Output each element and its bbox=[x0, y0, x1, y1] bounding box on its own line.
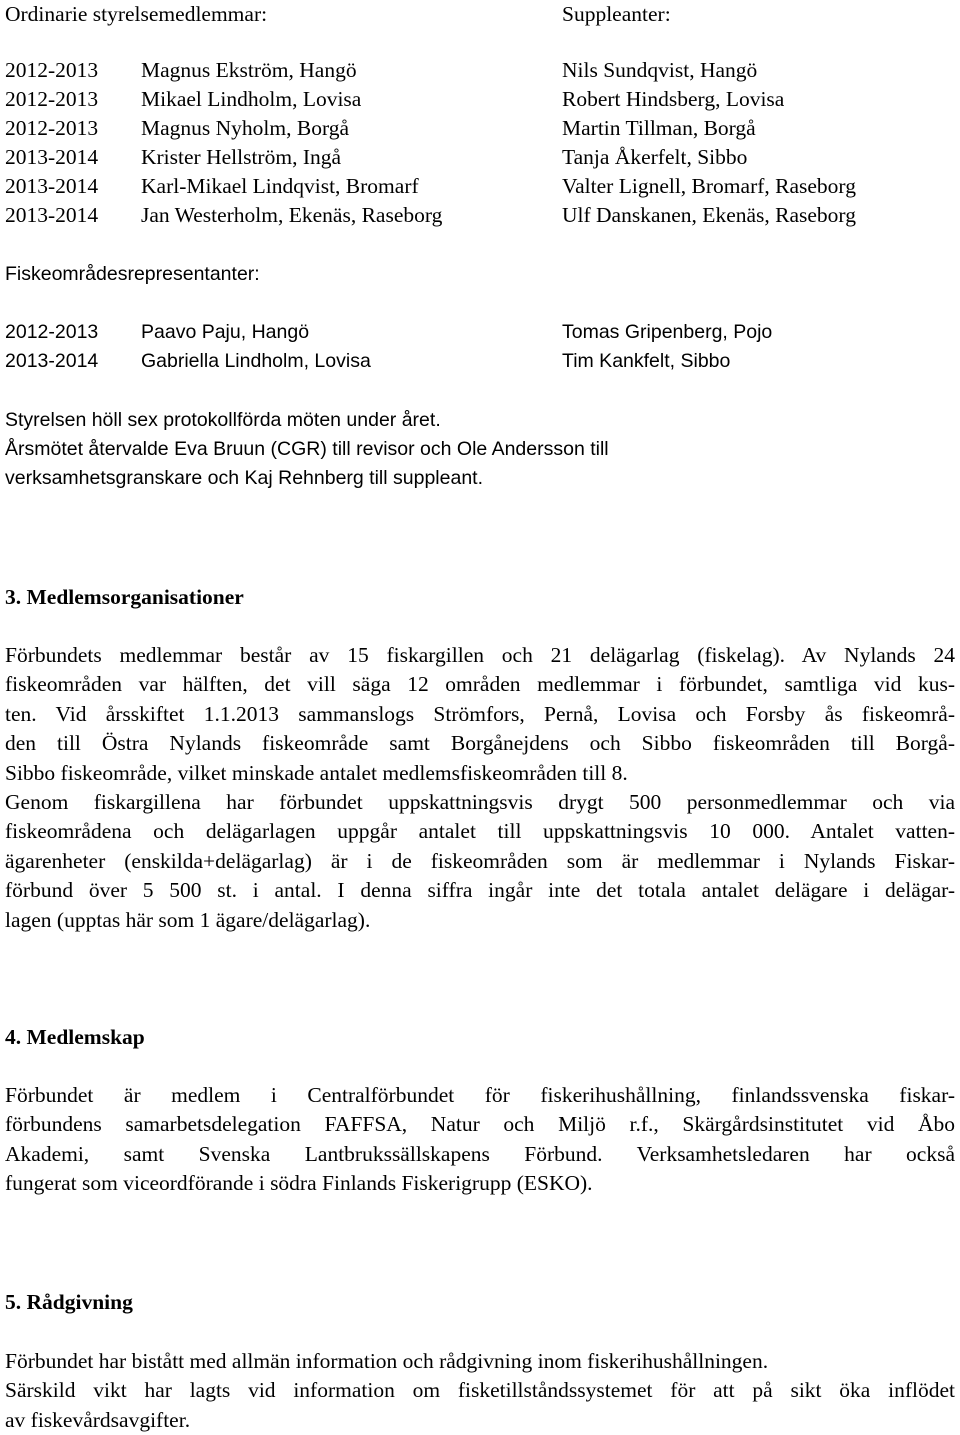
section-4-body bbox=[5, 1081, 955, 1199]
section-3-body bbox=[5, 641, 955, 935]
section-4-line-2: förbundens samarbetsdelegation FAFFSA, Natur och Miljö r.f., Skärgårdsinstitutet vid Åbo bbox=[5, 1112, 955, 1137]
section-3-line-9: förbund över 5 500 st. i antal. I denna siffra ingår inte det totala antalet delägare i delägar- bbox=[5, 878, 955, 903]
section-3-line-6: Genom fiskargillena har förbundet uppskattningsvis drygt 500 personmedlemmar och via bbox=[5, 789, 955, 814]
section-4-line-1: Förbundet är medlem i Centralförbundet för fiskerihushållning, finlandssvenska fiskar- bbox=[5, 1083, 955, 1107]
section-3-heading: 3. Medlemsorganisationer bbox=[5, 585, 244, 609]
board-row-6-deputy: Ulf Danskanen, Ekenäs, Raseborg bbox=[562, 203, 856, 227]
deputies-heading: Suppleanter: bbox=[562, 2, 671, 26]
section-5-line-2: Särskild vikt har lagts vid information om fisketillståndssystemet för att på sikt öka inflödet bbox=[5, 1378, 955, 1403]
board-row-3-period: 2012-2013 bbox=[5, 116, 99, 140]
board-row-5-period: 2013-2014 bbox=[5, 174, 99, 198]
board-row-6-period: 2013-2014 bbox=[5, 203, 99, 227]
board-row-5-deputy: Valter Lignell, Bromarf, Raseborg bbox=[562, 174, 856, 198]
board-row-5-member: Karl-Mikael Lindqvist, Bromarf bbox=[141, 174, 419, 198]
section-3-line-8: ägarenheter (enskilda+delägarlag) är i de fiskeområden som är medlemmar i Nylands Fiskar- bbox=[5, 848, 955, 873]
board-note-meetings: Styrelsen höll sex protokollförda möten under året. bbox=[5, 409, 441, 431]
section-3-line-7: fiskeområdena och delägarlagen uppgår antalet till uppskattningsvis 10 000. Antalet vatten- bbox=[5, 819, 955, 844]
section-5-line-3: av fiskevårdsavgifter. bbox=[5, 1407, 191, 1432]
section-3-line-3: ten. Vid årsskiftet 1.1.2013 sammanslogs Strömfors, Pernå, Lovisa och Forsby ås fiskeområ- bbox=[5, 701, 955, 726]
board-row-1-member: Magnus Ekström, Hangö bbox=[141, 58, 357, 82]
reps-row-1-period: 2012-2013 bbox=[5, 321, 99, 343]
board-note-auditor-1: Årsmötet återvalde Eva Bruun (CGR) till revisor och Ole Andersson till bbox=[5, 438, 609, 460]
board-row-1-deputy: Nils Sundqvist, Hangö bbox=[562, 58, 758, 82]
section-3-line-1: Förbundets medlemmar består av 15 fiskargillen och 21 delägarlag (fiskelag). Av Nylands 24 bbox=[5, 643, 955, 667]
section-3-line-5: Sibbo fiskeområde, vilket minskade antalet medlemsfiskeområden till 8. bbox=[5, 760, 628, 785]
board-members-heading: Ordinarie styrelsemedlemmar: bbox=[5, 2, 268, 26]
reps-heading: Fiskeområdesrepresentanter: bbox=[5, 263, 260, 285]
section-4-line-3: Akademi, samt Svenska Lantbrukssällskapens Förbund. Verksamhetsledaren har också bbox=[5, 1141, 955, 1166]
board-row-1-period: 2012-2013 bbox=[5, 58, 99, 82]
section-5-body bbox=[5, 1347, 955, 1435]
section-5-line-1: Förbundet har bistått med allmän information och rådgivning inom fiskerihushållningen. bbox=[5, 1349, 769, 1373]
board-row-2-deputy: Robert Hindsberg, Lovisa bbox=[562, 87, 785, 111]
board-row-4-deputy: Tanja Åkerfelt, Sibbo bbox=[562, 145, 748, 169]
reps-row-2-member: Gabriella Lindholm, Lovisa bbox=[141, 350, 371, 372]
section-3-line-4: den till Östra Nylands fiskeområde samt Borgånejdens och Sibbo fiskeområden till Borgå- bbox=[5, 731, 955, 756]
board-row-4-period: 2013-2014 bbox=[5, 145, 99, 169]
reps-row-2-deputy: Tim Kankfelt, Sibbo bbox=[562, 350, 731, 372]
section-5-heading: 5. Rådgivning bbox=[5, 1290, 133, 1314]
section-3-line-2: fiskeområden var hälften, det vill säga 12 områden medlemmar i förbundet, samtliga vid kus- bbox=[5, 672, 955, 697]
board-row-6-member: Jan Westerholm, Ekenäs, Raseborg bbox=[141, 203, 443, 227]
board-row-4-member: Krister Hellström, Ingå bbox=[141, 145, 342, 169]
board-note-auditor-2: verksamhetsgranskare och Kaj Rehnberg till suppleant. bbox=[5, 467, 484, 489]
board-row-2-period: 2012-2013 bbox=[5, 87, 99, 111]
reps-row-1-deputy: Tomas Gripenberg, Pojo bbox=[562, 321, 773, 343]
board-row-2-member: Mikael Lindholm, Lovisa bbox=[141, 87, 362, 111]
board-row-3-member: Magnus Nyholm, Borgå bbox=[141, 116, 350, 140]
reps-row-1-member: Paavo Paju, Hangö bbox=[141, 321, 310, 343]
section-4-heading: 4. Medlemskap bbox=[5, 1025, 145, 1049]
board-row-3-deputy: Martin Tillman, Borgå bbox=[562, 116, 756, 140]
reps-row-2-period: 2013-2014 bbox=[5, 350, 99, 372]
section-4-line-4: fungerat som viceordförande i södra Finlands Fiskerigrupp (ESKO). bbox=[5, 1171, 593, 1196]
section-3-line-10: lagen (upptas här som 1 ägare/delägarlag). bbox=[5, 907, 371, 932]
